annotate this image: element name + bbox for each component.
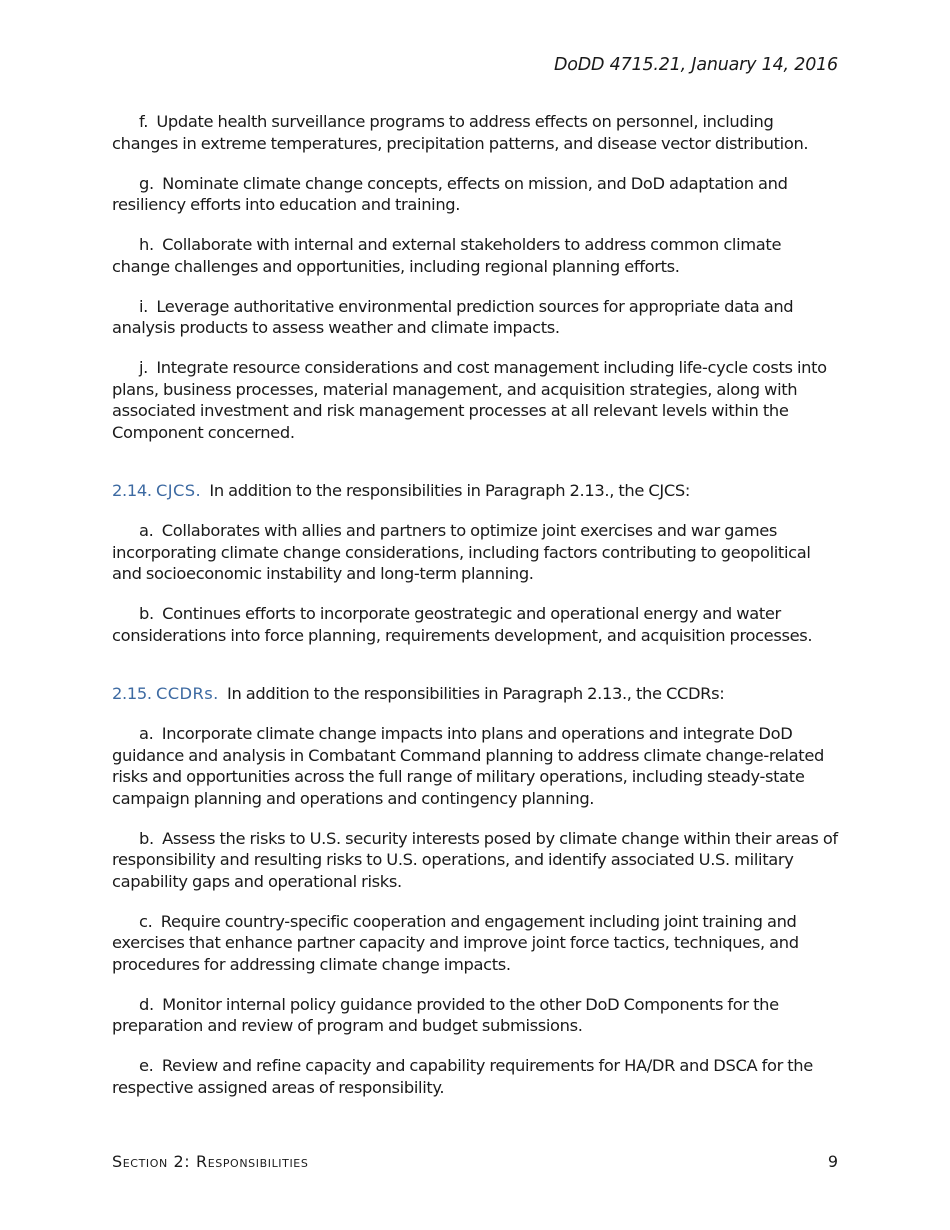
paragraph-2-14-b bbox=[112, 603, 840, 646]
paragraph-label: b. bbox=[139, 828, 154, 848]
section-heading-2-14 bbox=[112, 480, 840, 502]
paragraph-text: Collaborates with allies and partners to optimize joint exercises and war games incorporating climate change considerations, including factors contributing to geopolitical and socioeconomic instability and long-term planning. bbox=[112, 521, 811, 583]
paragraph-2-15-a bbox=[112, 723, 840, 809]
document-reference: DoDD 4715.21, January 14, 2016 bbox=[553, 55, 838, 75]
paragraph-2-14-a bbox=[112, 520, 840, 585]
page-body bbox=[112, 111, 840, 1117]
paragraph-text: Assess the risks to U.S. security interests posed by climate change within their areas of responsibility and resulting risks to U.S. operations, and identify associated U.S. military capability gaps and operational risks. bbox=[112, 828, 838, 891]
paragraph-2-15-d bbox=[112, 994, 840, 1037]
section-intro: In addition to the responsibilities in Paragraph 2.13., the CCDRs: bbox=[227, 684, 725, 703]
paragraph-text: Incorporate climate change impacts into plans and operations and integrate DoD guidance and analysis in Combatant Command planning to address climate change-related risks and opportunities across the full range of military operations, including steady-state campaign planning and operations and contingency planning. bbox=[112, 724, 824, 808]
section-title: CCDRs. bbox=[156, 684, 219, 703]
section-number: 2.14. bbox=[112, 481, 152, 500]
paragraph-label: g. bbox=[139, 173, 154, 193]
paragraph-2-15-c bbox=[112, 911, 840, 976]
paragraph-label: b. bbox=[139, 604, 154, 623]
paragraph-text: Review and refine capacity and capability requirements for HA/DR and DSCA for the respective assigned areas of responsibility. bbox=[112, 1056, 813, 1097]
footer-section-label: Section 2: Responsibilities bbox=[112, 1152, 309, 1171]
paragraph-label: e. bbox=[139, 1056, 154, 1075]
paragraph-label: f. bbox=[139, 112, 149, 131]
page-number: 9 bbox=[827, 1152, 838, 1171]
paragraph-text: Integrate resource considerations and cost management including life-cycle costs into plans, business processes, material management, and acquisition strategies, along with associated investment and risk management processes at all relevant levels within the Component concerned. bbox=[112, 358, 827, 442]
paragraph-label: a. bbox=[139, 724, 154, 743]
paragraph-label: a. bbox=[139, 521, 154, 540]
paragraph-label: j. bbox=[139, 358, 148, 377]
paragraph-2-15-e bbox=[112, 1055, 840, 1098]
paragraph-text: Continues efforts to incorporate geostrategic and operational energy and water considerations into force planning, requirements development, and acquisition processes. bbox=[112, 604, 813, 645]
paragraph-text: Update health surveillance programs to address effects on personnel, including changes in extreme temperatures, precipitation patterns, and disease vector distribution. bbox=[112, 112, 809, 153]
paragraph-label: h. bbox=[139, 235, 154, 254]
paragraph-g bbox=[112, 173, 840, 216]
paragraph-label: i. bbox=[139, 296, 148, 316]
paragraph-text: Nominate climate change concepts, effects on mission, and DoD adaptation and resiliency efforts into education and training. bbox=[112, 173, 788, 214]
paragraph-f bbox=[112, 111, 840, 154]
section-number: 2.15. bbox=[112, 684, 152, 703]
paragraph-i bbox=[112, 296, 840, 339]
paragraph-h bbox=[112, 234, 840, 277]
paragraph-text: Monitor internal policy guidance provided to the other DoD Components for the preparation and review of program and budget submissions. bbox=[112, 994, 779, 1035]
section-title: CJCS. bbox=[156, 481, 202, 500]
paragraph-j bbox=[112, 357, 840, 443]
paragraph-label: c. bbox=[139, 911, 153, 931]
section-intro: In addition to the responsibilities in Paragraph 2.13., the CJCS: bbox=[209, 481, 690, 500]
paragraph-label: d. bbox=[139, 994, 154, 1014]
paragraph-text: Require country-specific cooperation and engagement including joint training and exercises that enhance partner capacity and improve joint force tactics, techniques, and procedures for addressing climate change impacts. bbox=[112, 911, 799, 974]
paragraph-2-15-b bbox=[112, 828, 840, 893]
paragraph-text: Leverage authoritative environmental prediction sources for appropriate data and analysis products to assess weather and climate impacts. bbox=[112, 296, 794, 337]
section-heading-2-15 bbox=[112, 683, 840, 705]
paragraph-text: Collaborate with internal and external stakeholders to address common climate change challenges and opportunities, including regional planning efforts. bbox=[112, 235, 782, 276]
